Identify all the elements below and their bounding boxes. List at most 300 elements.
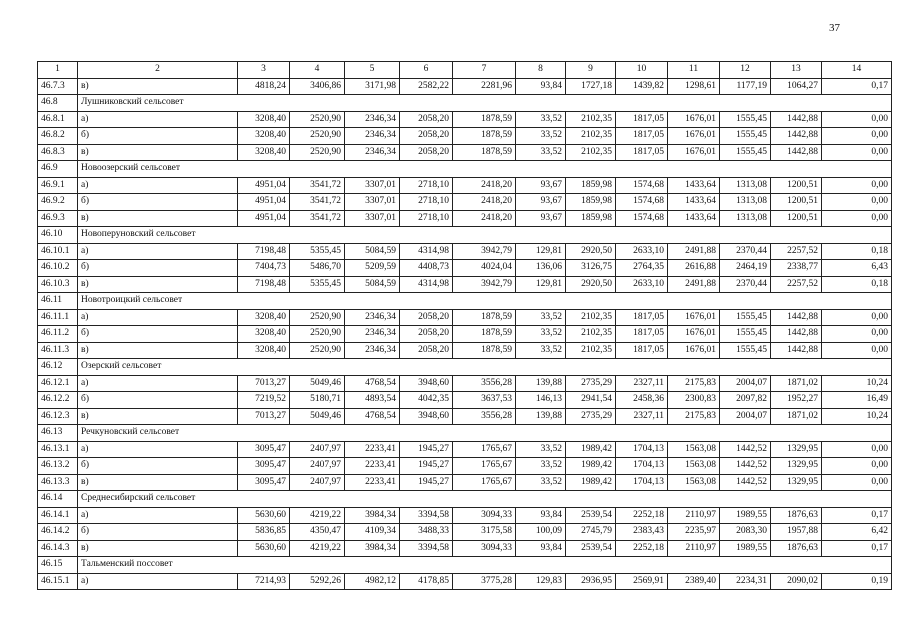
row-subitem: а) — [78, 375, 238, 392]
row-code: 46.14.2 — [38, 524, 78, 541]
value-cell: 2058,20 — [400, 111, 453, 128]
row-subitem: а) — [78, 243, 238, 260]
value-cell: 1574,68 — [616, 210, 668, 227]
value-cell: 3126,75 — [566, 260, 616, 277]
value-cell: 33,52 — [516, 326, 566, 343]
value-cell: 7013,27 — [238, 375, 290, 392]
value-cell: 2346,34 — [345, 111, 400, 128]
value-cell: 1676,01 — [668, 309, 720, 326]
value-cell: 33,52 — [516, 128, 566, 145]
value-cell: 3394,58 — [400, 540, 453, 557]
value-cell: 33,52 — [516, 144, 566, 161]
value-cell: 1878,59 — [453, 111, 516, 128]
value-cell: 2346,34 — [345, 309, 400, 326]
value-cell: 2370,44 — [720, 243, 771, 260]
row-code: 46.8.1 — [38, 111, 78, 128]
section-title: Озерский сельсовет — [78, 359, 892, 376]
value-cell: 3307,01 — [345, 194, 400, 211]
section-row — [38, 95, 892, 112]
value-cell: 2458,36 — [616, 392, 668, 409]
value-cell: 1433,64 — [668, 194, 720, 211]
value-cell: 1442,88 — [771, 309, 822, 326]
table-row — [38, 276, 892, 293]
value-cell: 3556,28 — [453, 375, 516, 392]
row-code: 46.14.1 — [38, 507, 78, 524]
value-cell: 5836,85 — [238, 524, 290, 541]
section-row — [38, 557, 892, 574]
value-cell: 3948,60 — [400, 375, 453, 392]
value-cell: 7013,27 — [238, 408, 290, 425]
value-cell: 10,24 — [822, 375, 892, 392]
value-cell: 2110,97 — [668, 507, 720, 524]
column-header: 6 — [400, 62, 453, 79]
value-cell: 2102,35 — [566, 342, 616, 359]
row-code: 46.11.1 — [38, 309, 78, 326]
section-title: Среднесибирский сельсовет — [78, 491, 892, 508]
value-cell: 5084,59 — [345, 243, 400, 260]
value-cell: 2735,29 — [566, 408, 616, 425]
value-cell: 2058,20 — [400, 144, 453, 161]
row-subitem: в) — [78, 78, 238, 95]
value-cell: 33,52 — [516, 441, 566, 458]
value-cell: 129,83 — [516, 573, 566, 590]
value-cell: 4314,98 — [400, 243, 453, 260]
value-cell: 3984,34 — [345, 540, 400, 557]
value-cell: 2097,82 — [720, 392, 771, 409]
value-cell: 1945,27 — [400, 474, 453, 491]
value-cell: 100,09 — [516, 524, 566, 541]
table-row — [38, 342, 892, 359]
value-cell: 2582,22 — [400, 78, 453, 95]
value-cell: 2764,35 — [616, 260, 668, 277]
value-cell: 3488,33 — [400, 524, 453, 541]
value-cell: 3095,47 — [238, 458, 290, 475]
value-cell: 2735,29 — [566, 375, 616, 392]
value-cell: 1563,08 — [668, 458, 720, 475]
value-cell: 2252,18 — [616, 507, 668, 524]
value-cell: 2327,11 — [616, 408, 668, 425]
value-cell: 3984,34 — [345, 507, 400, 524]
row-subitem: а) — [78, 441, 238, 458]
value-cell: 0,00 — [822, 144, 892, 161]
value-cell: 1064,27 — [771, 78, 822, 95]
row-subitem: в) — [78, 210, 238, 227]
value-cell: 2464,19 — [720, 260, 771, 277]
value-cell: 33,52 — [516, 342, 566, 359]
value-cell: 2058,20 — [400, 128, 453, 145]
row-code: 46.10.3 — [38, 276, 78, 293]
value-cell: 7214,93 — [238, 573, 290, 590]
value-cell: 6,43 — [822, 260, 892, 277]
value-cell: 1817,05 — [616, 342, 668, 359]
value-cell: 3208,40 — [238, 342, 290, 359]
value-cell: 7404,73 — [238, 260, 290, 277]
value-cell: 1329,95 — [771, 458, 822, 475]
column-header: 13 — [771, 62, 822, 79]
row-subitem: а) — [78, 309, 238, 326]
value-cell: 1676,01 — [668, 144, 720, 161]
value-cell: 4818,24 — [238, 78, 290, 95]
value-cell: 5049,46 — [290, 408, 345, 425]
value-cell: 3556,28 — [453, 408, 516, 425]
table-row — [38, 326, 892, 343]
value-cell: 5084,59 — [345, 276, 400, 293]
value-cell: 33,52 — [516, 474, 566, 491]
row-code: 46.8.3 — [38, 144, 78, 161]
value-cell: 2346,34 — [345, 144, 400, 161]
value-cell: 93,84 — [516, 78, 566, 95]
value-cell: 2633,10 — [616, 243, 668, 260]
value-cell: 1878,59 — [453, 144, 516, 161]
value-cell: 33,52 — [516, 111, 566, 128]
value-cell: 2418,20 — [453, 177, 516, 194]
row-subitem: б) — [78, 524, 238, 541]
value-cell: 5292,26 — [290, 573, 345, 590]
value-cell: 0,00 — [822, 194, 892, 211]
value-cell: 2235,97 — [668, 524, 720, 541]
value-cell: 2389,40 — [668, 573, 720, 590]
value-cell: 4314,98 — [400, 276, 453, 293]
section-code: 46.15 — [38, 557, 78, 574]
value-cell: 4768,54 — [345, 375, 400, 392]
table-row — [38, 573, 892, 590]
row-code: 46.9.2 — [38, 194, 78, 211]
value-cell: 1989,42 — [566, 441, 616, 458]
value-cell: 1989,55 — [720, 540, 771, 557]
section-row — [38, 227, 892, 244]
value-cell: 3541,72 — [290, 210, 345, 227]
value-cell: 93,84 — [516, 540, 566, 557]
value-cell: 1555,45 — [720, 342, 771, 359]
value-cell: 1676,01 — [668, 342, 720, 359]
value-cell: 2327,11 — [616, 375, 668, 392]
value-cell: 1433,64 — [668, 210, 720, 227]
value-cell: 3307,01 — [345, 210, 400, 227]
value-cell: 2718,10 — [400, 210, 453, 227]
value-cell: 2491,88 — [668, 243, 720, 260]
value-cell: 1871,02 — [771, 408, 822, 425]
value-cell: 3948,60 — [400, 408, 453, 425]
value-cell: 2920,50 — [566, 243, 616, 260]
value-cell: 1989,42 — [566, 458, 616, 475]
value-cell: 4951,04 — [238, 194, 290, 211]
value-cell: 3942,79 — [453, 243, 516, 260]
value-cell: 1817,05 — [616, 326, 668, 343]
row-subitem: а) — [78, 507, 238, 524]
table-row — [38, 540, 892, 557]
value-cell: 2936,95 — [566, 573, 616, 590]
table-row — [38, 128, 892, 145]
value-cell: 1313,08 — [720, 210, 771, 227]
section-row — [38, 161, 892, 178]
section-code: 46.9 — [38, 161, 78, 178]
column-header: 1 — [38, 62, 78, 79]
value-cell: 1989,42 — [566, 474, 616, 491]
value-cell: 1442,88 — [771, 342, 822, 359]
value-cell: 2233,41 — [345, 474, 400, 491]
row-code: 46.12.2 — [38, 392, 78, 409]
value-cell: 2616,88 — [668, 260, 720, 277]
value-cell: 5209,59 — [345, 260, 400, 277]
value-cell: 1676,01 — [668, 111, 720, 128]
value-cell: 0,18 — [822, 243, 892, 260]
table-row — [38, 177, 892, 194]
value-cell: 2418,20 — [453, 210, 516, 227]
table-row — [38, 458, 892, 475]
value-cell: 1765,67 — [453, 441, 516, 458]
value-cell: 3307,01 — [345, 177, 400, 194]
value-cell: 10,24 — [822, 408, 892, 425]
value-cell: 2418,20 — [453, 194, 516, 211]
row-code: 46.10.1 — [38, 243, 78, 260]
value-cell: 0,18 — [822, 276, 892, 293]
value-cell: 0,00 — [822, 210, 892, 227]
row-subitem: б) — [78, 194, 238, 211]
value-cell: 1878,59 — [453, 326, 516, 343]
value-cell: 2407,97 — [290, 474, 345, 491]
value-cell: 3171,98 — [345, 78, 400, 95]
value-cell: 129,81 — [516, 243, 566, 260]
row-code: 46.7.3 — [38, 78, 78, 95]
value-cell: 1676,01 — [668, 326, 720, 343]
value-cell: 1859,98 — [566, 177, 616, 194]
value-cell: 2346,34 — [345, 128, 400, 145]
row-subitem: б) — [78, 392, 238, 409]
value-cell: 3406,86 — [290, 78, 345, 95]
table-row — [38, 507, 892, 524]
column-header: 9 — [566, 62, 616, 79]
value-cell: 33,52 — [516, 458, 566, 475]
value-cell: 2058,20 — [400, 342, 453, 359]
value-cell: 4219,22 — [290, 507, 345, 524]
value-cell: 1765,67 — [453, 474, 516, 491]
value-cell: 4768,54 — [345, 408, 400, 425]
value-cell: 2407,97 — [290, 441, 345, 458]
value-cell: 3175,58 — [453, 524, 516, 541]
value-cell: 2102,35 — [566, 144, 616, 161]
value-cell: 1555,45 — [720, 326, 771, 343]
row-subitem: а) — [78, 573, 238, 590]
value-cell: 0,00 — [822, 458, 892, 475]
value-cell: 1442,88 — [771, 144, 822, 161]
row-code: 46.14.3 — [38, 540, 78, 557]
value-cell: 1859,98 — [566, 194, 616, 211]
value-cell: 1952,27 — [771, 392, 822, 409]
value-cell: 2233,41 — [345, 458, 400, 475]
value-cell: 1957,88 — [771, 524, 822, 541]
value-cell: 3095,47 — [238, 474, 290, 491]
value-cell: 1817,05 — [616, 309, 668, 326]
value-cell: 3775,28 — [453, 573, 516, 590]
value-cell: 2346,34 — [345, 342, 400, 359]
value-cell: 2407,97 — [290, 458, 345, 475]
value-cell: 1442,88 — [771, 111, 822, 128]
section-code: 46.14 — [38, 491, 78, 508]
value-cell: 1817,05 — [616, 144, 668, 161]
column-header: 7 — [453, 62, 516, 79]
value-cell: 93,84 — [516, 507, 566, 524]
table-row — [38, 144, 892, 161]
value-cell: 16,49 — [822, 392, 892, 409]
row-code: 46.12.3 — [38, 408, 78, 425]
value-cell: 2338,77 — [771, 260, 822, 277]
value-cell: 1859,98 — [566, 210, 616, 227]
table-row — [38, 260, 892, 277]
value-cell: 1177,19 — [720, 78, 771, 95]
value-cell: 1442,88 — [771, 326, 822, 343]
value-cell: 1313,08 — [720, 194, 771, 211]
value-cell: 1555,45 — [720, 309, 771, 326]
value-cell: 2520,90 — [290, 309, 345, 326]
table-row — [38, 524, 892, 541]
value-cell: 2370,44 — [720, 276, 771, 293]
value-cell: 2058,20 — [400, 309, 453, 326]
value-cell: 4982,12 — [345, 573, 400, 590]
value-cell: 2718,10 — [400, 194, 453, 211]
value-cell: 2383,43 — [616, 524, 668, 541]
value-cell: 1676,01 — [668, 128, 720, 145]
section-row — [38, 425, 892, 442]
table-row — [38, 408, 892, 425]
value-cell: 2539,54 — [566, 540, 616, 557]
section-title: Лушниковский сельсовет — [78, 95, 892, 112]
row-subitem: в) — [78, 474, 238, 491]
value-cell: 2941,54 — [566, 392, 616, 409]
value-cell: 1555,45 — [720, 111, 771, 128]
value-cell: 5630,60 — [238, 507, 290, 524]
value-cell: 1876,63 — [771, 540, 822, 557]
table-row — [38, 474, 892, 491]
value-cell: 1298,61 — [668, 78, 720, 95]
value-cell: 93,67 — [516, 210, 566, 227]
value-cell: 1878,59 — [453, 342, 516, 359]
value-cell: 2004,07 — [720, 408, 771, 425]
value-cell: 139,88 — [516, 375, 566, 392]
section-title: Новоозерский сельсовет — [78, 161, 892, 178]
value-cell: 1200,51 — [771, 177, 822, 194]
value-cell: 93,67 — [516, 177, 566, 194]
value-cell: 1442,52 — [720, 458, 771, 475]
table-row — [38, 243, 892, 260]
value-cell: 1329,95 — [771, 441, 822, 458]
value-cell: 1989,55 — [720, 507, 771, 524]
value-cell: 0,00 — [822, 441, 892, 458]
row-code: 46.15.1 — [38, 573, 78, 590]
value-cell: 0,00 — [822, 309, 892, 326]
value-cell: 1200,51 — [771, 194, 822, 211]
value-cell: 2083,30 — [720, 524, 771, 541]
value-cell: 1945,27 — [400, 441, 453, 458]
value-cell: 2491,88 — [668, 276, 720, 293]
column-header: 14 — [822, 62, 892, 79]
value-cell: 33,52 — [516, 309, 566, 326]
value-cell: 2233,41 — [345, 441, 400, 458]
row-subitem: в) — [78, 144, 238, 161]
value-cell: 7198,48 — [238, 243, 290, 260]
value-cell: 2257,52 — [771, 276, 822, 293]
value-cell: 2175,83 — [668, 408, 720, 425]
column-header: 12 — [720, 62, 771, 79]
value-cell: 2520,90 — [290, 326, 345, 343]
value-cell: 1439,82 — [616, 78, 668, 95]
value-cell: 2281,96 — [453, 78, 516, 95]
value-cell: 1878,59 — [453, 128, 516, 145]
section-row — [38, 491, 892, 508]
value-cell: 1442,52 — [720, 441, 771, 458]
column-header: 8 — [516, 62, 566, 79]
value-cell: 1574,68 — [616, 194, 668, 211]
value-cell: 3541,72 — [290, 177, 345, 194]
table-row — [38, 309, 892, 326]
value-cell: 4178,85 — [400, 573, 453, 590]
value-cell: 2718,10 — [400, 177, 453, 194]
value-cell: 3094,33 — [453, 507, 516, 524]
row-code: 46.11.3 — [38, 342, 78, 359]
row-subitem: б) — [78, 458, 238, 475]
row-code: 46.9.3 — [38, 210, 78, 227]
value-cell: 5049,46 — [290, 375, 345, 392]
value-cell: 2004,07 — [720, 375, 771, 392]
value-cell: 2102,35 — [566, 111, 616, 128]
column-header: 10 — [616, 62, 668, 79]
value-cell: 3208,40 — [238, 144, 290, 161]
table-row — [38, 194, 892, 211]
value-cell: 0,17 — [822, 507, 892, 524]
value-cell: 4951,04 — [238, 210, 290, 227]
value-cell: 1555,45 — [720, 128, 771, 145]
value-cell: 2102,35 — [566, 309, 616, 326]
row-subitem: б) — [78, 260, 238, 277]
value-cell: 1200,51 — [771, 210, 822, 227]
value-cell: 2633,10 — [616, 276, 668, 293]
section-code: 46.8 — [38, 95, 78, 112]
value-cell: 2252,18 — [616, 540, 668, 557]
value-cell: 0,17 — [822, 540, 892, 557]
table-row — [38, 392, 892, 409]
table-row — [38, 111, 892, 128]
value-cell: 0,00 — [822, 111, 892, 128]
value-cell: 2745,79 — [566, 524, 616, 541]
table-row — [38, 78, 892, 95]
value-cell: 3208,40 — [238, 128, 290, 145]
value-cell: 1563,08 — [668, 474, 720, 491]
value-cell: 1727,18 — [566, 78, 616, 95]
row-code: 46.10.2 — [38, 260, 78, 277]
value-cell: 5630,60 — [238, 540, 290, 557]
value-cell: 0,00 — [822, 342, 892, 359]
row-subitem: в) — [78, 408, 238, 425]
value-cell: 1878,59 — [453, 309, 516, 326]
value-cell: 2058,20 — [400, 326, 453, 343]
value-cell: 139,88 — [516, 408, 566, 425]
value-cell: 2102,35 — [566, 128, 616, 145]
table-row — [38, 375, 892, 392]
value-cell: 4219,22 — [290, 540, 345, 557]
value-cell: 4109,34 — [345, 524, 400, 541]
row-subitem: а) — [78, 177, 238, 194]
value-cell: 3394,58 — [400, 507, 453, 524]
value-cell: 1817,05 — [616, 111, 668, 128]
row-subitem: в) — [78, 342, 238, 359]
column-header: 3 — [238, 62, 290, 79]
section-row — [38, 359, 892, 376]
row-code: 46.13.3 — [38, 474, 78, 491]
value-cell: 1329,95 — [771, 474, 822, 491]
row-subitem: в) — [78, 540, 238, 557]
value-cell: 4951,04 — [238, 177, 290, 194]
value-cell: 1433,64 — [668, 177, 720, 194]
value-cell: 5355,45 — [290, 243, 345, 260]
